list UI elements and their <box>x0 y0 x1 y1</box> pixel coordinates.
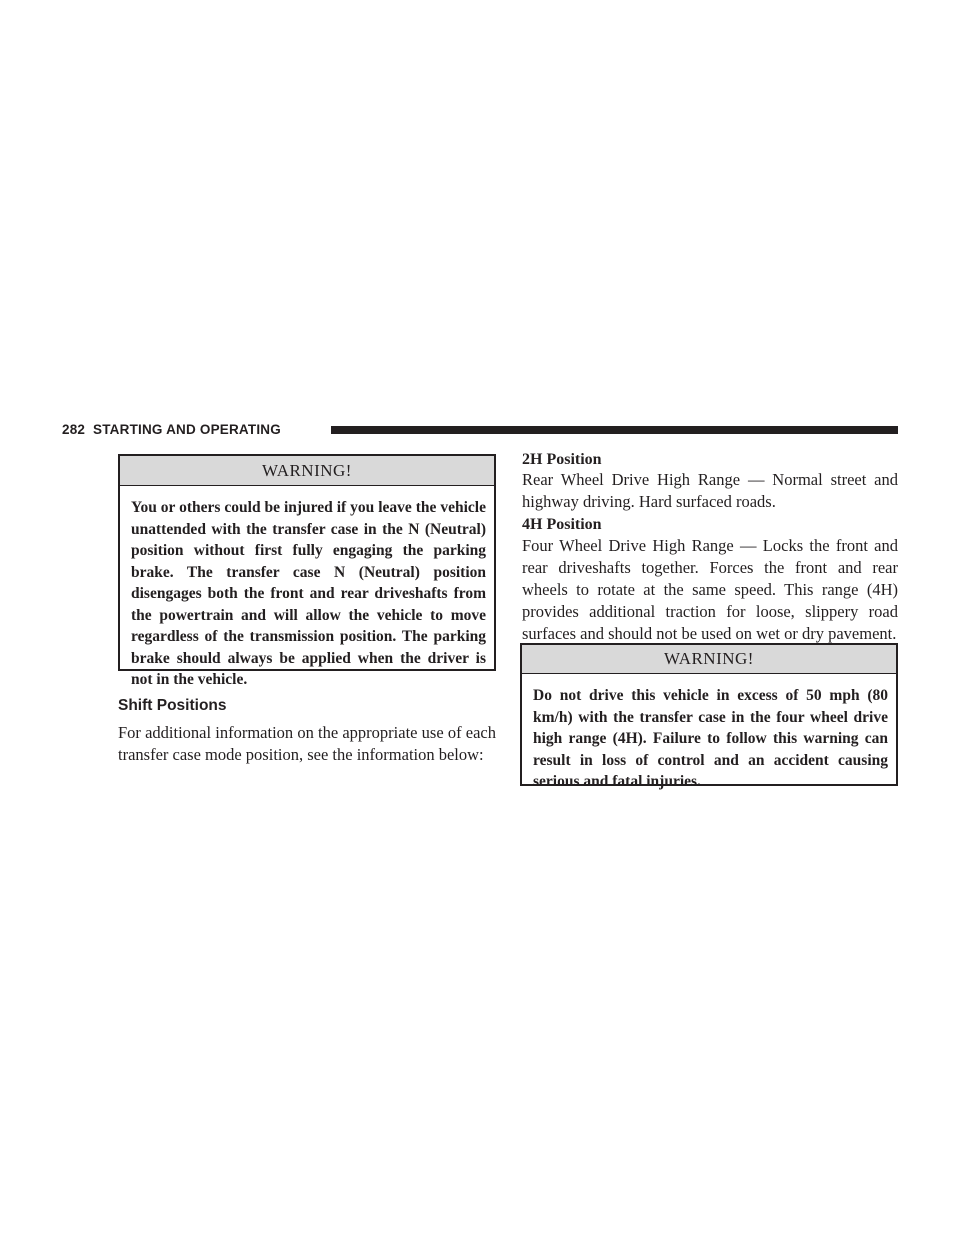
page-number: 282 <box>62 422 86 437</box>
warning-title: WARNING! <box>522 645 896 674</box>
heading-4h-position: 4H Position <box>522 516 602 533</box>
section-title: STARTING AND OPERATING <box>93 422 281 437</box>
warning-text: Do not drive this vehicle in excess of 50 mph (80 km/h) with the transfer case in the four wheel drive high range (4H). Failure to follow this warning can result in loss of control and an accident causing serious and fatal injuries. <box>533 687 888 790</box>
shift-positions-intro: For additional information on the appropriate use of each transfer case mode position, see the information below: <box>118 723 496 764</box>
header-label <box>62 422 281 437</box>
section-heading-shift-positions: Shift Positions <box>118 697 227 714</box>
warning-title: WARNING! <box>120 456 494 486</box>
text-2h-position: Rear Wheel Drive High Range — Normal street and highway driving. Hard surfaced roads. <box>522 470 898 511</box>
warning-box-parking-brake <box>118 454 496 688</box>
heading-2h-position: 2H Position <box>522 451 602 468</box>
header-rule <box>331 426 898 434</box>
page-header <box>62 421 898 441</box>
warning-box-speed-limit <box>520 643 898 790</box>
warning-text: You or others could be injured if you leave the vehicle unattended with the transfer case in the N (Neutral) position without first fully engaging the parking brake. The transfer case N (Neutral) position disengages both the front and rear driveshafts from the powertrain and will allow the vehicle to move regardless of the transmission position. The parking brake should always be applied when the driver is not in the vehicle. <box>131 499 486 688</box>
text-4h-position: Four Wheel Drive High Range — Locks the front and rear driveshafts together. Forces the front and rear wheels to rotate at the same speed. This range (4H) provides additional traction for loose, slippery road surfaces and should not be used on wet or dry pavement. <box>522 536 898 643</box>
